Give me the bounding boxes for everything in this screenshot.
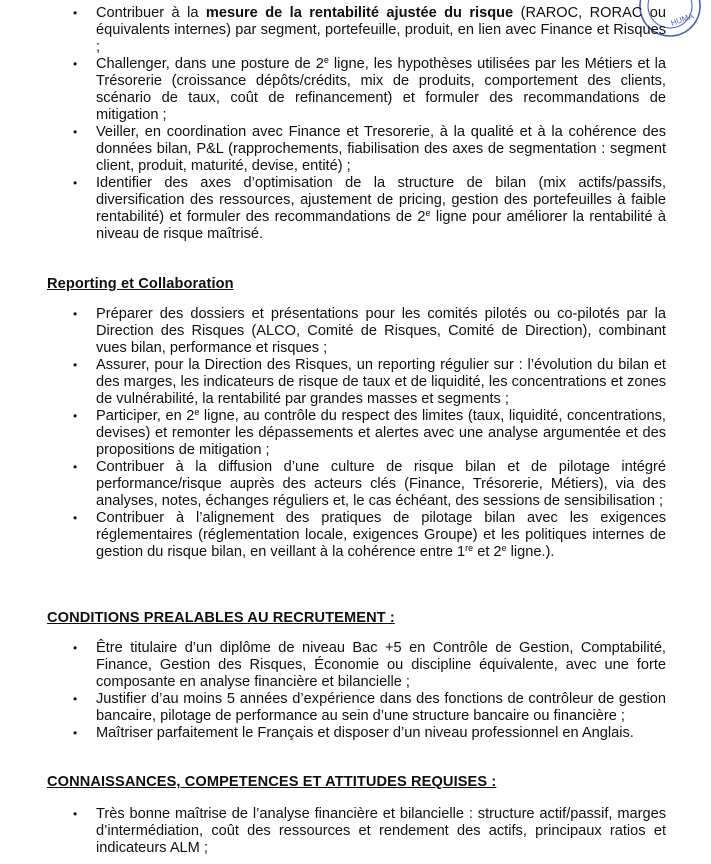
bullet-icon: • xyxy=(73,125,78,139)
list-item xyxy=(0,725,711,742)
item-text: Préparer des dossiers et présentations pour les comités pilotés ou co-pilotés par la Direction des Risques (ALCO, Comité de Risques, Comité de Direction), combinant vues bilan, performance et risques ; xyxy=(96,306,666,356)
list-item xyxy=(0,459,711,510)
item-text: Identifier des axes d’optimisation de la structure de bilan (mix actifs/passifs, diversification des ressources, ajustement de pricing, gestion des portefeuilles à faible rentabilité) et formuler des recommandations de 2 xyxy=(96,175,666,225)
item-text: Veiller, en coordination avec Finance et Tresorerie, à la qualité et à la cohérence des données bilan, P&L (rapprochements, fiabilisation des axes de segmentation : segment client, produit, maturité, devise, entité) ; xyxy=(96,124,666,174)
item-text: ligne, les hypothèses utilisées par les Métiers et la Trésorerie (croissance dépôts/crédits, mix de produits, comportement des clients, scénario de taux, coût de refinancement) et formuler des recommandations de mitigation ; xyxy=(96,56,666,123)
superscript: re xyxy=(465,543,474,553)
bullet-icon: • xyxy=(73,57,78,71)
list-item xyxy=(0,408,711,459)
list-item xyxy=(0,640,711,691)
item-text: Contribuer à l’alignement des pratiques de pilotage bilan avec les exigences réglementaires (réglementation locale, exigences Groupe) et les politiques internes de gestion du risque bilan, en veillant à la cohérence entre 1 xyxy=(96,510,666,560)
item-text: ligne pour améliorer la rentabilité à niveau de risque maîtrisé. xyxy=(96,209,666,242)
bullet-icon: • xyxy=(73,307,78,321)
reporting-bullet-list xyxy=(0,306,711,561)
conditions-bullet-list xyxy=(0,640,711,742)
list-item xyxy=(0,124,711,175)
bullet-icon: • xyxy=(73,358,78,372)
bullet-icon: • xyxy=(73,726,78,740)
list-item xyxy=(0,806,711,857)
top-bullet-list xyxy=(0,5,711,243)
list-item xyxy=(0,5,711,56)
bullet-icon: • xyxy=(73,176,78,190)
section-title-reporting: Reporting et Collaboration xyxy=(47,276,234,292)
list-item xyxy=(0,691,711,725)
list-item xyxy=(0,510,711,561)
connaissances-bullet-list xyxy=(0,806,711,857)
item-text: Maîtriser parfaitement le Français et disposer d’un niveau professionnel en Anglais. xyxy=(96,725,634,741)
item-text: Justifier d’au moins 5 années d’expérience dans des fonctions de contrôleur de gestion bancaire, pilotage de performance au sein d’une structure bancaire ou financière ; xyxy=(96,691,666,724)
list-item xyxy=(0,306,711,357)
item-text: et 2 xyxy=(473,544,502,560)
item-text: Participer, en 2 xyxy=(96,408,195,424)
superscript: e xyxy=(323,55,329,65)
section-title-connaissances: CONNAISSANCES, COMPETENCES ET ATTITUDES REQUISES : xyxy=(47,774,497,790)
bullet-icon: • xyxy=(73,641,78,655)
item-text: Contribuer à la diffusion d’une culture de risque bilan et de pilotage intégré performance/risque auprès des acteurs clés (Finance, Trésorerie, Métiers), via des analyses, notes, échanges réguliers et, le cas échéant, des sessions de sensibilisation ; xyxy=(96,459,666,509)
superscript: e xyxy=(501,543,507,553)
bullet-icon: • xyxy=(73,409,78,423)
item-bold-text: mesure de la rentabilité ajustée du risque xyxy=(205,5,514,21)
bullet-icon: • xyxy=(73,511,78,525)
list-item xyxy=(0,357,711,408)
superscript: e xyxy=(194,407,200,417)
list-item xyxy=(0,56,711,124)
bullet-icon: • xyxy=(73,6,78,20)
bullet-icon: • xyxy=(73,807,78,821)
list-item xyxy=(0,175,711,243)
item-text: Contribuer à la xyxy=(96,5,206,21)
item-text: ligne.). xyxy=(506,544,555,560)
bullet-icon: • xyxy=(73,692,78,706)
superscript: e xyxy=(425,208,431,218)
item-text: Assurer, pour la Direction des Risques, un reporting régulier sur : l’évolution du bilan et des marges, les indicateurs de risque de taux et de liquidité, les concentrations et zones de vulnérabilité, la rentabilité par grandes masses et segments ; xyxy=(96,357,666,407)
section-title-conditions: CONDITIONS PREALABLES AU RECRUTEMENT : xyxy=(47,610,395,626)
item-text: Très bonne maîtrise de l’analyse financière et bilancielle : structure actif/passif, marges d’intermédiation, coût des ressources et rendement des actifs, principaux ratios et indicateurs ALM ; xyxy=(96,806,666,856)
item-text: ligne, au contrôle du respect des limites (taux, liquidité, concentrations, devises) et remonter les dépassements et alertes avec une analyse argumentée et des propositions de mitigation ; xyxy=(96,408,666,458)
stamp-text: HUMA xyxy=(669,11,695,28)
bullet-icon: • xyxy=(73,460,78,474)
item-text: Être titulaire d’un diplôme de niveau Bac +5 en Contrôle de Gestion, Comptabilité, Finance, Gestion des Risques, Économie ou discipline équivalente, avec une forte composante en analyse financière et bilancielle ; xyxy=(96,640,666,690)
item-text: Challenger, dans une posture de 2 xyxy=(96,56,324,72)
item-text: (RAROC, RORAC ou équivalents internes) par segment, portefeuille, produit, en lien avec Finance et Risques ; xyxy=(96,5,667,55)
